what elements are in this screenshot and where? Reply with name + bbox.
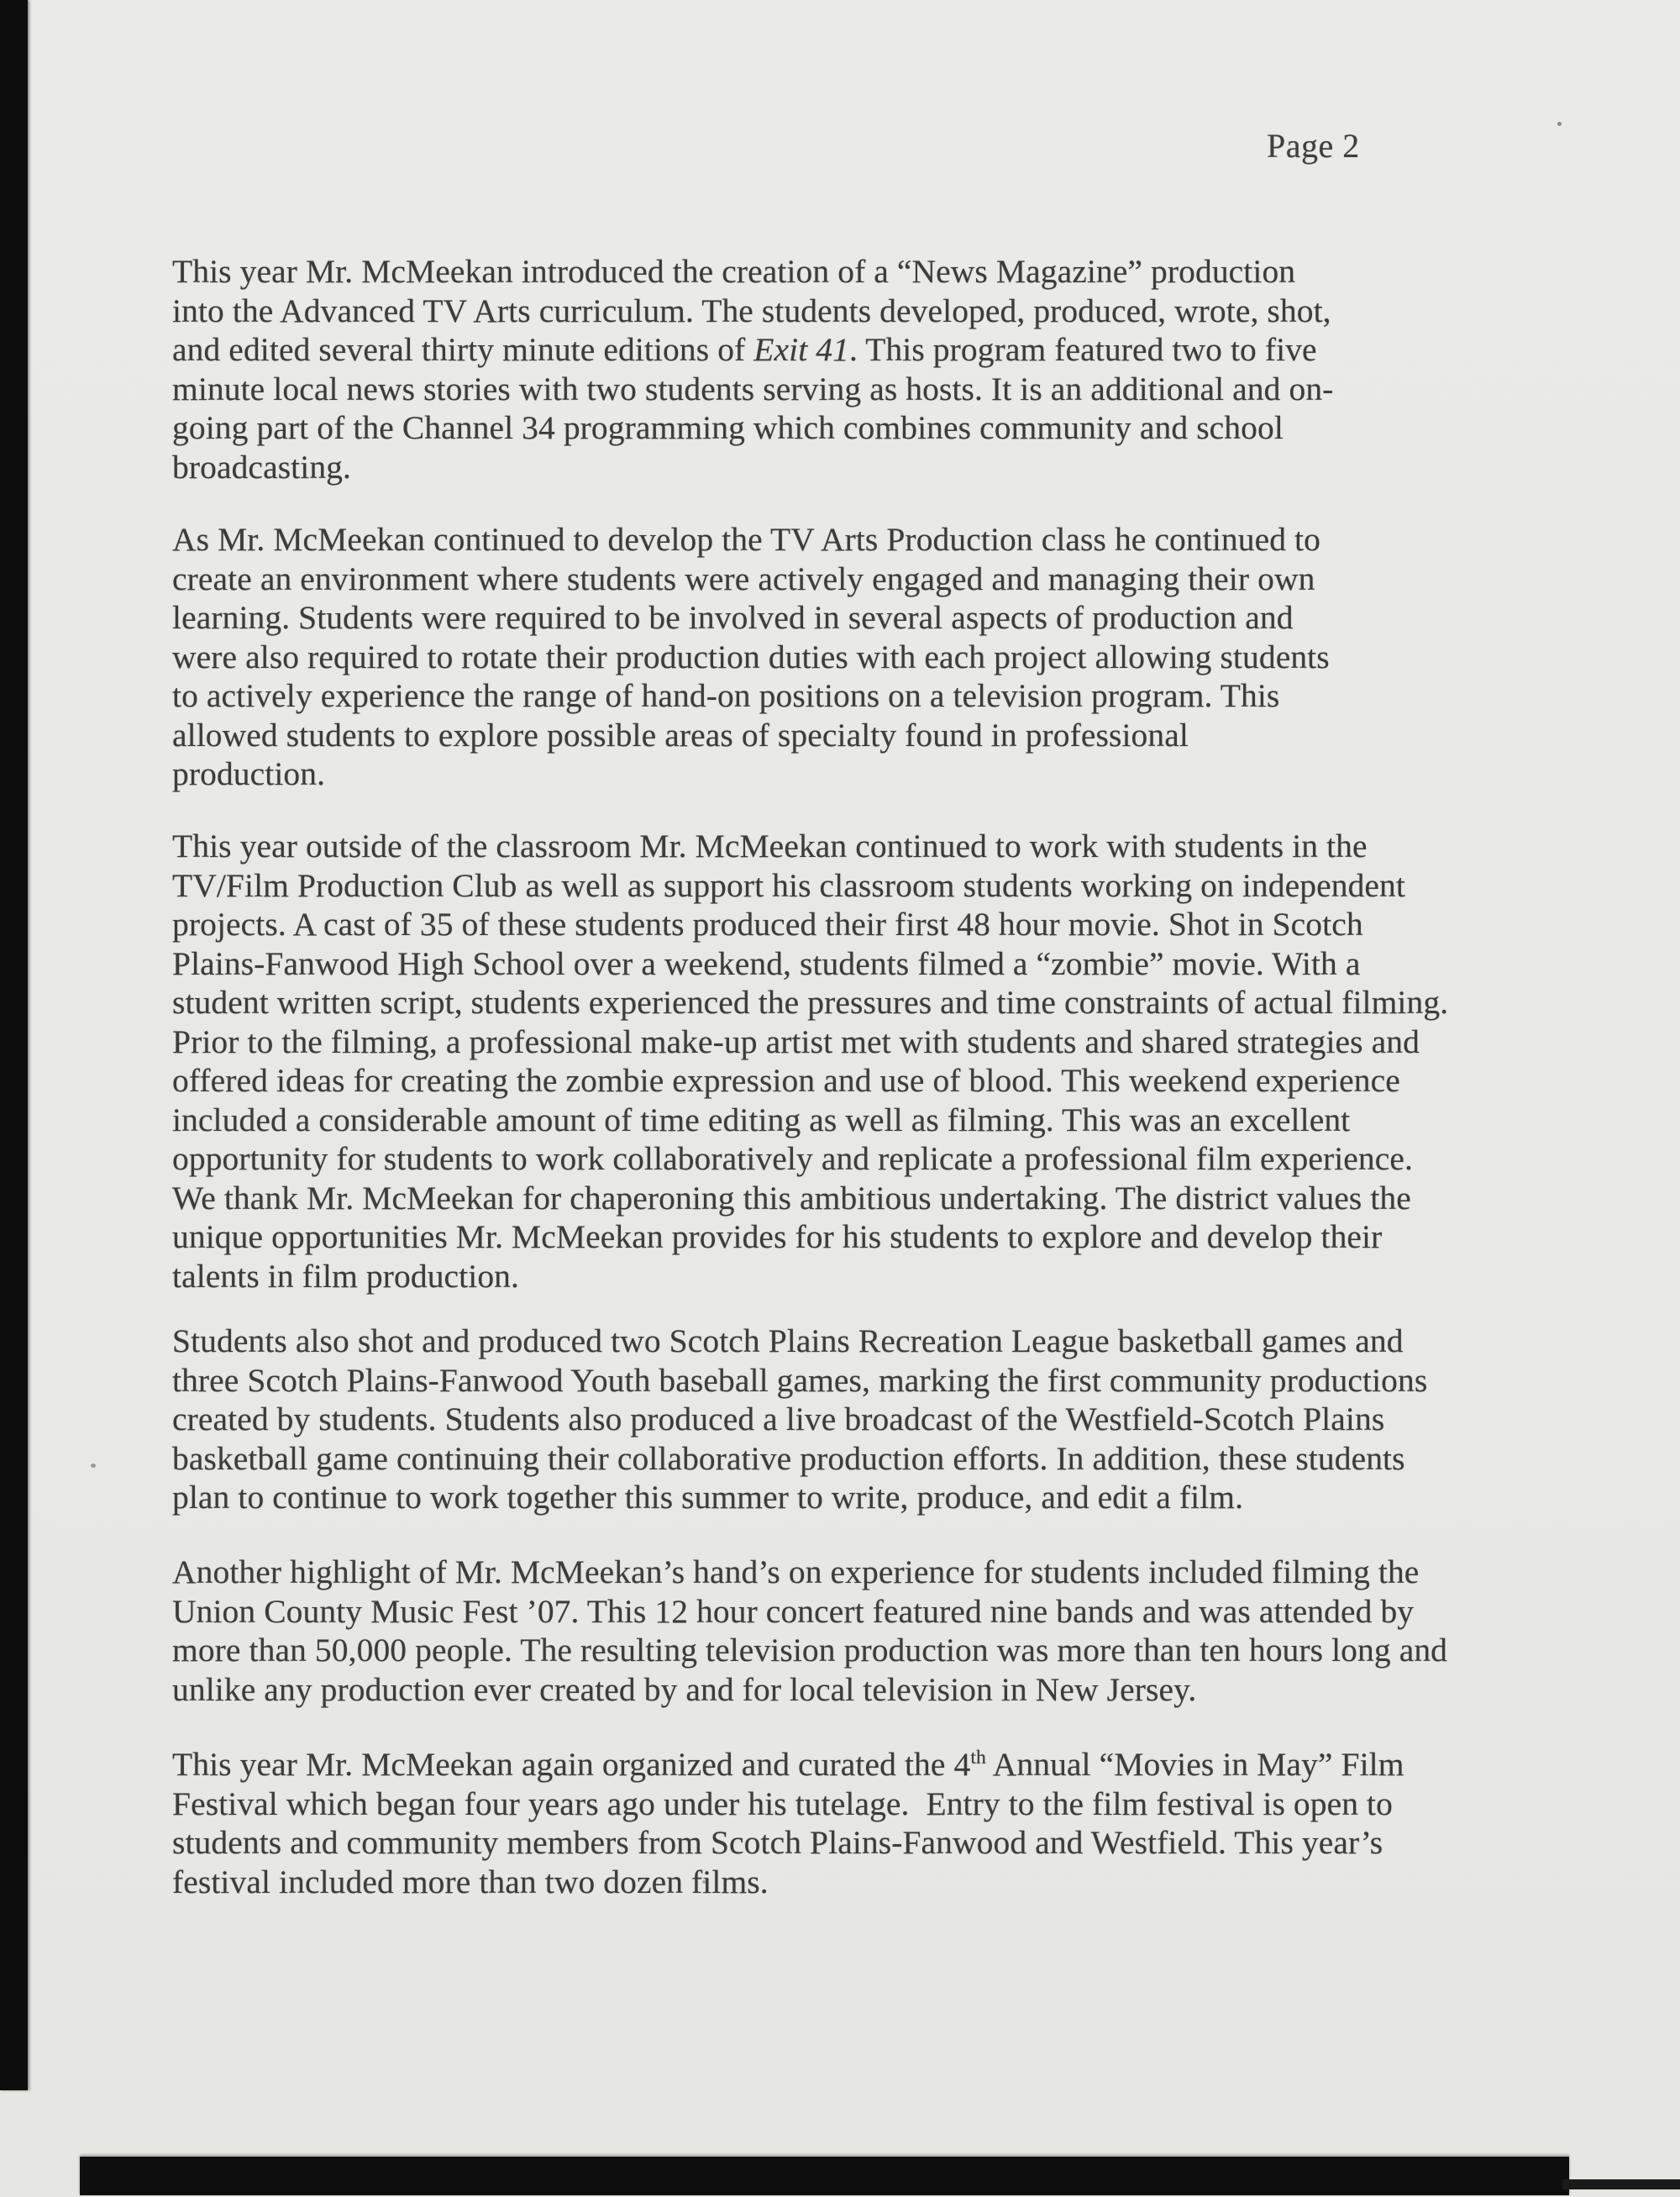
paragraph	[172, 827, 1499, 1296]
text-segment: Students also shot and produced two Scotch Plains Recreation League basketball games and	[172, 1322, 1404, 1359]
text-segment: This year Mr. McMeekan again organized and curated the 4	[172, 1746, 971, 1783]
paragraph	[172, 1322, 1499, 1517]
text-segment: more than 50,000 people. The resulting television production was more than ten hours long and	[172, 1632, 1448, 1669]
paragraph	[172, 252, 1499, 486]
text-line	[172, 827, 1499, 866]
text-segment: and edited several thirty minute editions of	[172, 331, 754, 368]
text-segment: TV/Film Production Club as well as support his classroom students working on independent	[172, 866, 1405, 904]
text-line	[172, 1139, 1499, 1179]
text-line	[172, 754, 1499, 794]
text-line	[172, 252, 1499, 292]
text-segment: were also required to rotate their production duties with each project allowing students	[172, 638, 1330, 675]
paragraph	[172, 1553, 1499, 1709]
text-segment: three Scotch Plains-Fanwood Youth baseball games, marking the first community productions	[172, 1361, 1428, 1399]
text-segment: plan to continue to work together this summer to write, produce, and edit a film.	[172, 1479, 1244, 1516]
text-line	[172, 1217, 1499, 1257]
text-line	[172, 1257, 1499, 1296]
text-line	[172, 1670, 1499, 1710]
text-line	[172, 1022, 1499, 1062]
text-line	[172, 676, 1499, 716]
page-number-label: Page 2	[1267, 127, 1360, 165]
text-line	[172, 1061, 1499, 1101]
text-line	[172, 370, 1499, 409]
text-line	[172, 944, 1499, 984]
text-segment: Exit 41	[753, 331, 849, 368]
text-line	[172, 292, 1499, 331]
text-line	[172, 448, 1499, 487]
text-segment: Prior to the filming, a professional make-up artist met with students and shared strategies and	[172, 1022, 1420, 1060]
text-line	[172, 560, 1499, 599]
text-line	[172, 1400, 1499, 1439]
text-segment: learning. Students were required to be involved in several aspects of production and	[172, 599, 1294, 636]
text-line	[172, 1478, 1499, 1517]
text-line	[172, 408, 1499, 448]
text-line	[172, 1179, 1499, 1218]
text-segment: unique opportunities Mr. McMeekan provides for his students to explore and develop their	[172, 1218, 1383, 1255]
text-line	[172, 520, 1499, 560]
text-line	[172, 905, 1499, 944]
text-segment: Union County Music Fest ’07. This 12 hour concert featured nine bands and was attended by	[172, 1592, 1415, 1630]
text-segment: festival included more than two dozen films.	[172, 1863, 769, 1900]
scan-artifact-bottom-line	[1562, 2179, 1680, 2189]
scan-speck	[1557, 122, 1562, 126]
text-segment: production.	[172, 755, 326, 792]
text-segment: allowed students to explore possible areas of specialty found in professional	[172, 716, 1189, 754]
text-line	[172, 598, 1499, 638]
text-segment: . This program featured two to five	[848, 331, 1317, 368]
text-segment: going part of the Channel 34 programming which combines community and school	[172, 409, 1284, 446]
text-segment: into the Advanced TV Arts curriculum. The students developed, produced, wrote, shot,	[172, 292, 1331, 329]
text-segment: to actively experience the range of hand-on positions on a television program. This	[172, 677, 1280, 714]
text-segment: This year Mr. McMeekan introduced the creation of a “News Magazine” production	[172, 253, 1296, 290]
text-segment: Plains-Fanwood High School over a weekend, students filmed a “zombie” movie. With a	[172, 944, 1361, 982]
text-line	[172, 983, 1499, 1022]
text-line	[172, 866, 1499, 906]
text-segment: We thank Mr. McMeekan for chaperoning this ambitious undertaking. The district values the	[172, 1179, 1411, 1217]
text-line	[172, 1553, 1499, 1592]
text-segment: students and community members from Scotch Plains-Fanwood and Westfield. This year’s	[172, 1824, 1383, 1861]
text-segment: Annual “Movies in May” Film	[985, 1746, 1404, 1783]
text-segment: unlike any production ever created by and for local television in New Jersey.	[172, 1670, 1197, 1708]
text-segment: As Mr. McMeekan continued to develop the TV Arts Production class he continued to	[172, 521, 1320, 558]
text-line	[172, 1592, 1499, 1632]
text-line	[172, 1784, 1499, 1824]
text-line	[172, 1863, 1499, 1902]
text-segment: th	[970, 1746, 986, 1769]
text-line	[172, 330, 1499, 370]
text-line	[172, 1631, 1499, 1670]
text-line	[172, 1322, 1499, 1361]
scan-artifact-bottom-edge	[80, 2157, 1569, 2195]
paragraph	[172, 1745, 1499, 1901]
text-segment: student written script, students experienced the pressures and time constraints of actual filming.	[172, 984, 1449, 1021]
text-segment: minute local news stories with two students serving as hosts. It is an additional and on-	[172, 370, 1334, 407]
text-segment: talents in film production.	[172, 1257, 519, 1295]
scan-speck	[91, 1464, 96, 1468]
text-line	[172, 1439, 1499, 1479]
text-segment: create an environment where students were actively engaged and managing their own	[172, 560, 1315, 597]
paragraph	[172, 520, 1499, 794]
text-line	[172, 1745, 1499, 1784]
text-segment: This year outside of the classroom Mr. McMeekan continued to work with students in the	[172, 828, 1368, 865]
text-line	[172, 638, 1499, 677]
text-segment: Another highlight of Mr. McMeekan’s hand’s on experience for students included filming the	[172, 1553, 1420, 1590]
text-segment: opportunity for students to work collaboratively and replicate a professional film experience.	[172, 1140, 1414, 1177]
text-line	[172, 1101, 1499, 1140]
text-line	[172, 1823, 1499, 1863]
text-line	[172, 716, 1499, 755]
text-segment: created by students. Students also produced a live broadcast of the Westfield-Scotch Plains	[172, 1401, 1385, 1438]
text-segment: offered ideas for creating the zombie expression and use of blood. This weekend experience	[172, 1062, 1400, 1099]
text-segment: broadcasting.	[172, 448, 351, 486]
text-segment: included a considerable amount of time editing as well as filming. This was an excellent	[172, 1101, 1351, 1138]
text-segment: projects. A cast of 35 of these students produced their first 48 hour movie. Shot in Scotch	[172, 906, 1363, 943]
text-segment: basketball game continuing their collaborative production efforts. In addition, these students	[172, 1439, 1405, 1477]
text-line	[172, 1361, 1499, 1401]
text-segment: Festival which began four years ago under his tutelage. Entry to the film festival is open to	[172, 1784, 1393, 1822]
scan-artifact-left-edge	[0, 0, 28, 2090]
